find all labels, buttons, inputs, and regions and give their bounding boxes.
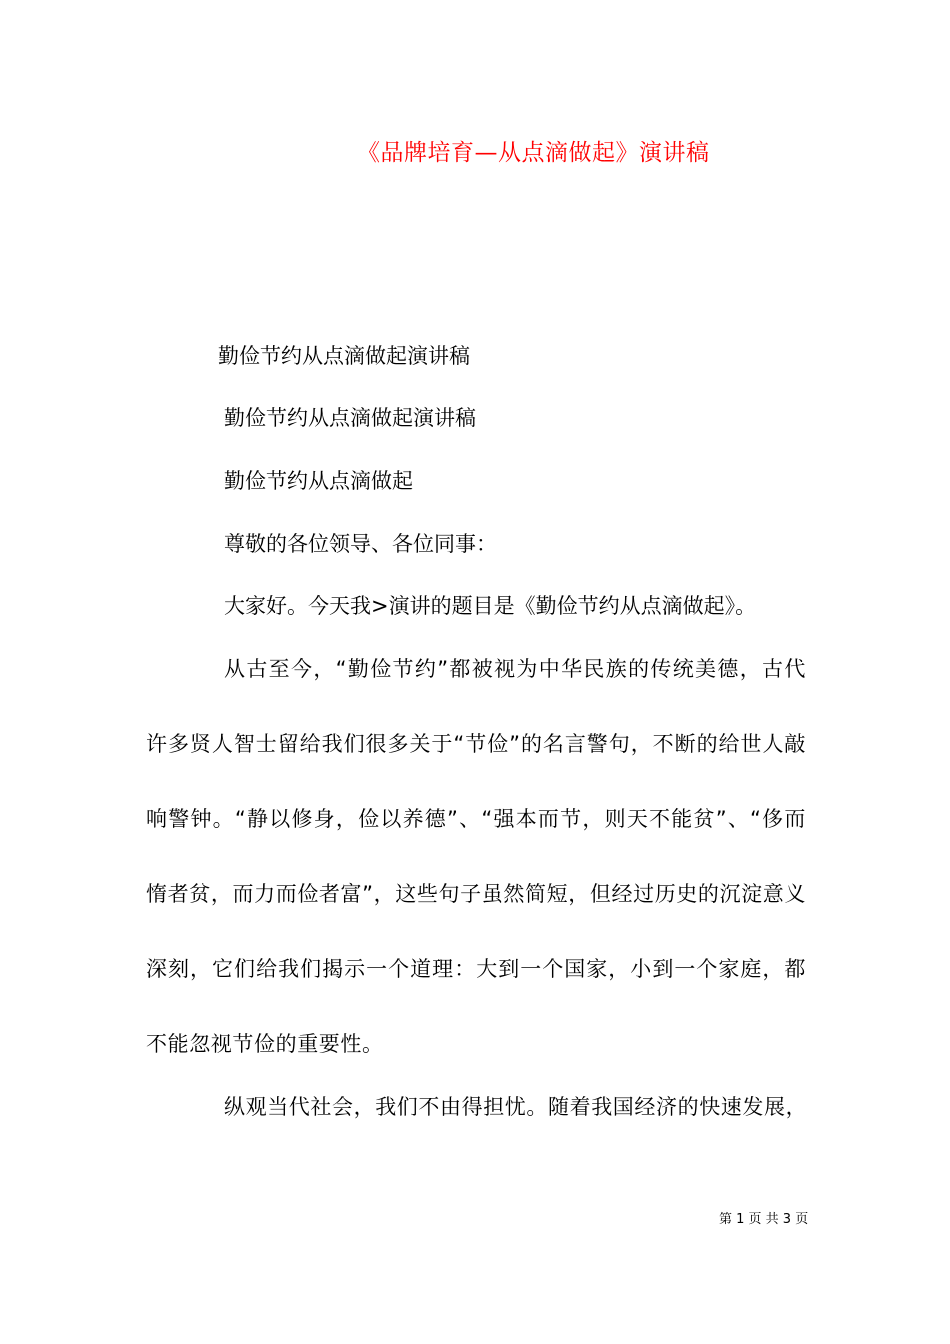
salutation: 尊敬的各位领导、各位同事：	[224, 532, 497, 556]
heading-line-3: 勤俭节约从点滴做起	[224, 469, 413, 493]
greeting-line: 大家好。今天我>演讲的题目是《勤俭节约从点滴做起》。	[224, 594, 757, 618]
page-number-footer: 第 1 页 共 3 页	[719, 1212, 809, 1227]
heading-line-1: 勤俭节约从点滴做起演讲稿	[218, 344, 470, 368]
body-paragraph-2: 纵观当代社会，我们不由得担忧。随着我国经济的快速发展，	[224, 1095, 808, 1119]
heading-line-2: 勤俭节约从点滴做起演讲稿	[224, 406, 476, 430]
body-paragraph-1: 从古至今，“勤俭节约”都被视为中华民族的传统美德，古代许多贤人智士留给我们很多关于“节俭”的名言警句，不断的给世人敲响警钟。“静以修身，俭以养德”、“强本而节，则天不能贫”、“侈而惰者贫，而力而俭者富”，这些句子虽然简短，但经过历史的沉淀意义深刻，它们给我们揭示一个道理：大到一个国家，小到一个家庭，都不能忽视节俭的重要性。	[146, 657, 806, 1056]
document-title: 《品牌培育—从点滴做起》演讲稿	[357, 140, 710, 166]
